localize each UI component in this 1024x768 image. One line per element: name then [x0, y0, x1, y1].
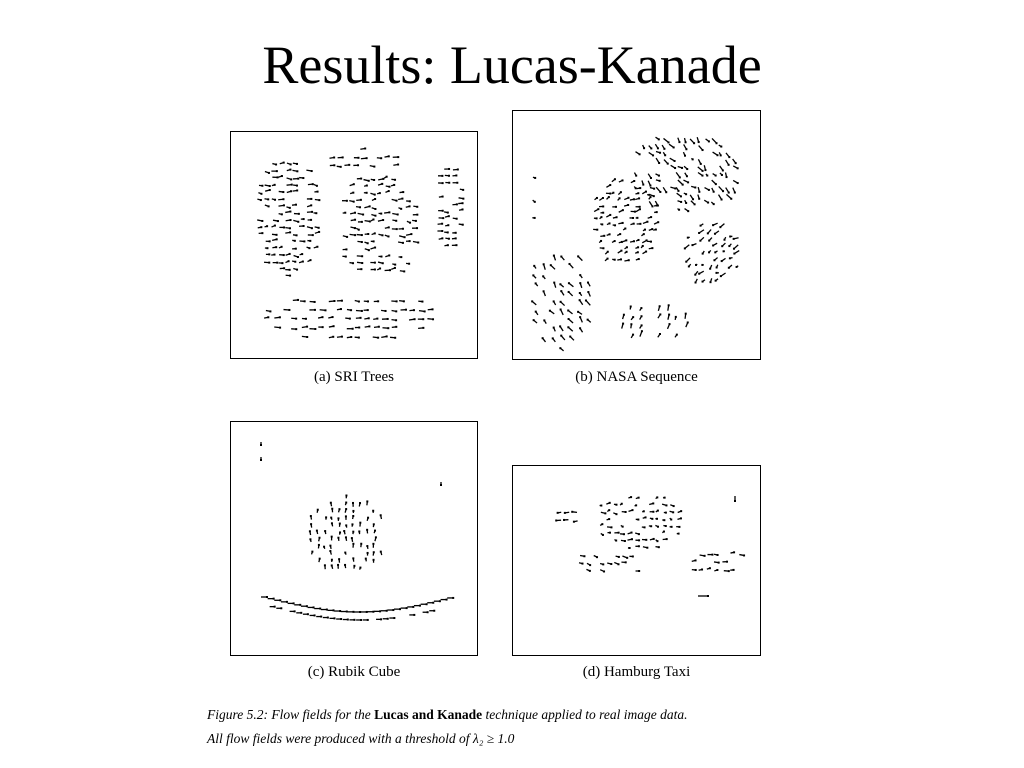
panel-caption-hamburg-taxi: (d) Hamburg Taxi	[582, 664, 691, 680]
flow-field-image	[231, 422, 479, 657]
slide-title: Results: Lucas-Kanade	[262, 35, 762, 95]
flow-field-image	[231, 132, 479, 360]
caption-method-name: Lucas and Kanade	[374, 707, 483, 722]
flow-field-panel-rubik-cube	[230, 421, 478, 656]
panel-caption-sri-trees: (a) SRI Trees	[313, 369, 394, 385]
panel-caption-rubik-cube: (c) Rubik Cube	[307, 664, 401, 680]
caption-text: Flow fields for the	[271, 707, 371, 722]
flow-field-panel-nasa-sequence	[512, 110, 761, 360]
panel-caption-nasa-sequence: (b) NASA Sequence	[575, 369, 698, 385]
caption-text: technique applied to real image data.	[485, 707, 688, 722]
caption-threshold-text: All flow fields were produced with a threshold of λ₂ ≥ 1.0	[207, 731, 515, 746]
flow-field-image	[513, 466, 762, 657]
figure-caption-line-1	[207, 707, 688, 723]
figure-caption-line-2	[207, 731, 514, 747]
flow-field-panel-sri-trees	[230, 131, 478, 359]
flow-field-panel-hamburg-taxi	[512, 465, 761, 656]
figure-label: Figure 5.2:	[207, 707, 268, 722]
flow-field-image	[513, 111, 762, 361]
